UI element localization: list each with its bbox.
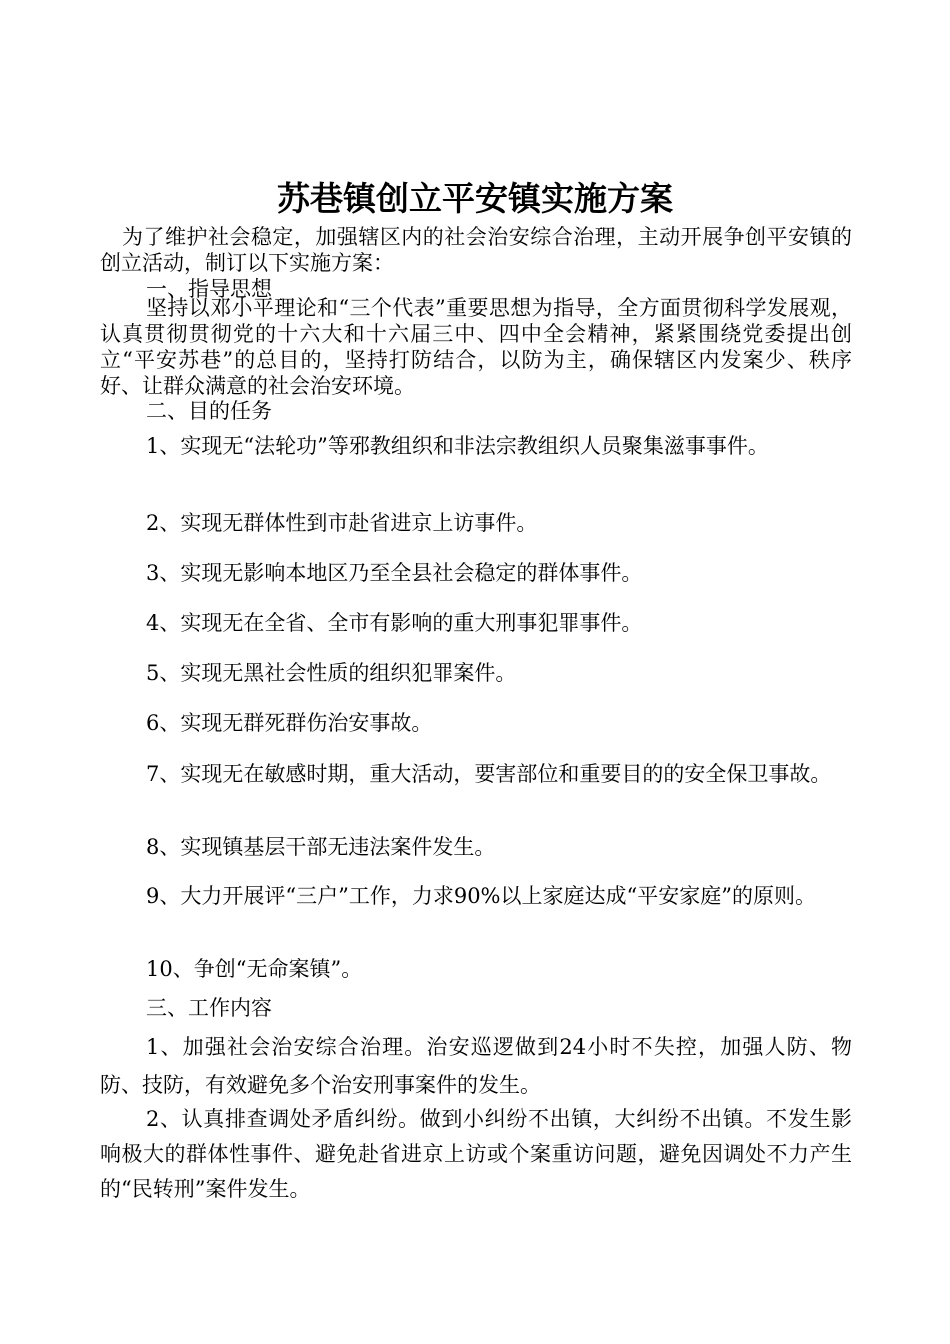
work-item-1: 1、加强社会治安综合治理。治安巡逻做到24小时不失控，加强人防、物防、技防，有效避免多个治安刑事案件的发生。 <box>100 1035 852 1097</box>
section-heading-guiding-ideology: 一、指导思想 <box>146 277 272 301</box>
section-heading-goals: 二、目的任务 <box>146 399 272 423</box>
task-item-4: 4、实现无在全省、全市有影响的重大刑事犯罪事件。 <box>146 611 643 635</box>
task-item-3: 3、实现无影响本地区乃至全县社会稳定的群体事件。 <box>146 561 643 585</box>
task-item-9: 9、大力开展评“三户”工作，力求90%以上家庭达成“平安家庭”的原则。 <box>146 884 816 908</box>
task-item-5: 5、实现无黑社会性质的组织犯罪案件。 <box>146 661 517 685</box>
document-title: 苏巷镇创立平安镇实施方案 <box>277 179 673 218</box>
task-item-8: 8、实现镇基层干部无违法案件发生。 <box>146 835 496 859</box>
task-item-2: 2、实现无群体性到市赴省进京上访事件。 <box>146 511 538 535</box>
task-item-10: 10、争创“无命案镇”。 <box>146 957 363 981</box>
task-item-6: 6、实现无群死群伤治安事故。 <box>146 711 433 735</box>
task-item-7: 7、实现无在敏感时期，重大活动，要害部位和重要目的的安全保卫事故。 <box>146 762 832 786</box>
intro-paragraph: 为了维护社会稳定，加强辖区内的社会治安综合治理，主动开展争创平安镇的创立活动，制订以下实施方案： <box>100 225 852 275</box>
work-item-2: 2、认真排查调处矛盾纠纷。做到小纠纷不出镇，大纠纷不出镇。不发生影响极大的群体性事件、避免赴省进京上访或个案重访问题，避免因调处不力产生的“民转刑”案件发生。 <box>100 1107 852 1201</box>
section-heading-work-content: 三、工作内容 <box>146 996 272 1020</box>
guiding-ideology-paragraph: 坚持以邓小平理论和“三个代表”重要思想为指导，全方面贯彻科学发展观，认真贯彻贯彻党的十六大和十六届三中、四中全会精神，紧紧围绕党委提出创立“平安苏巷”的总目的，坚持打防结合，以防为主，确保辖区内发案少、秩序好、让群众满意的社会治安环境。 <box>100 296 852 398</box>
task-item-1: 1、实现无“法轮功”等邪教组织和非法宗教组织人员聚集滋事事件。 <box>146 434 769 458</box>
